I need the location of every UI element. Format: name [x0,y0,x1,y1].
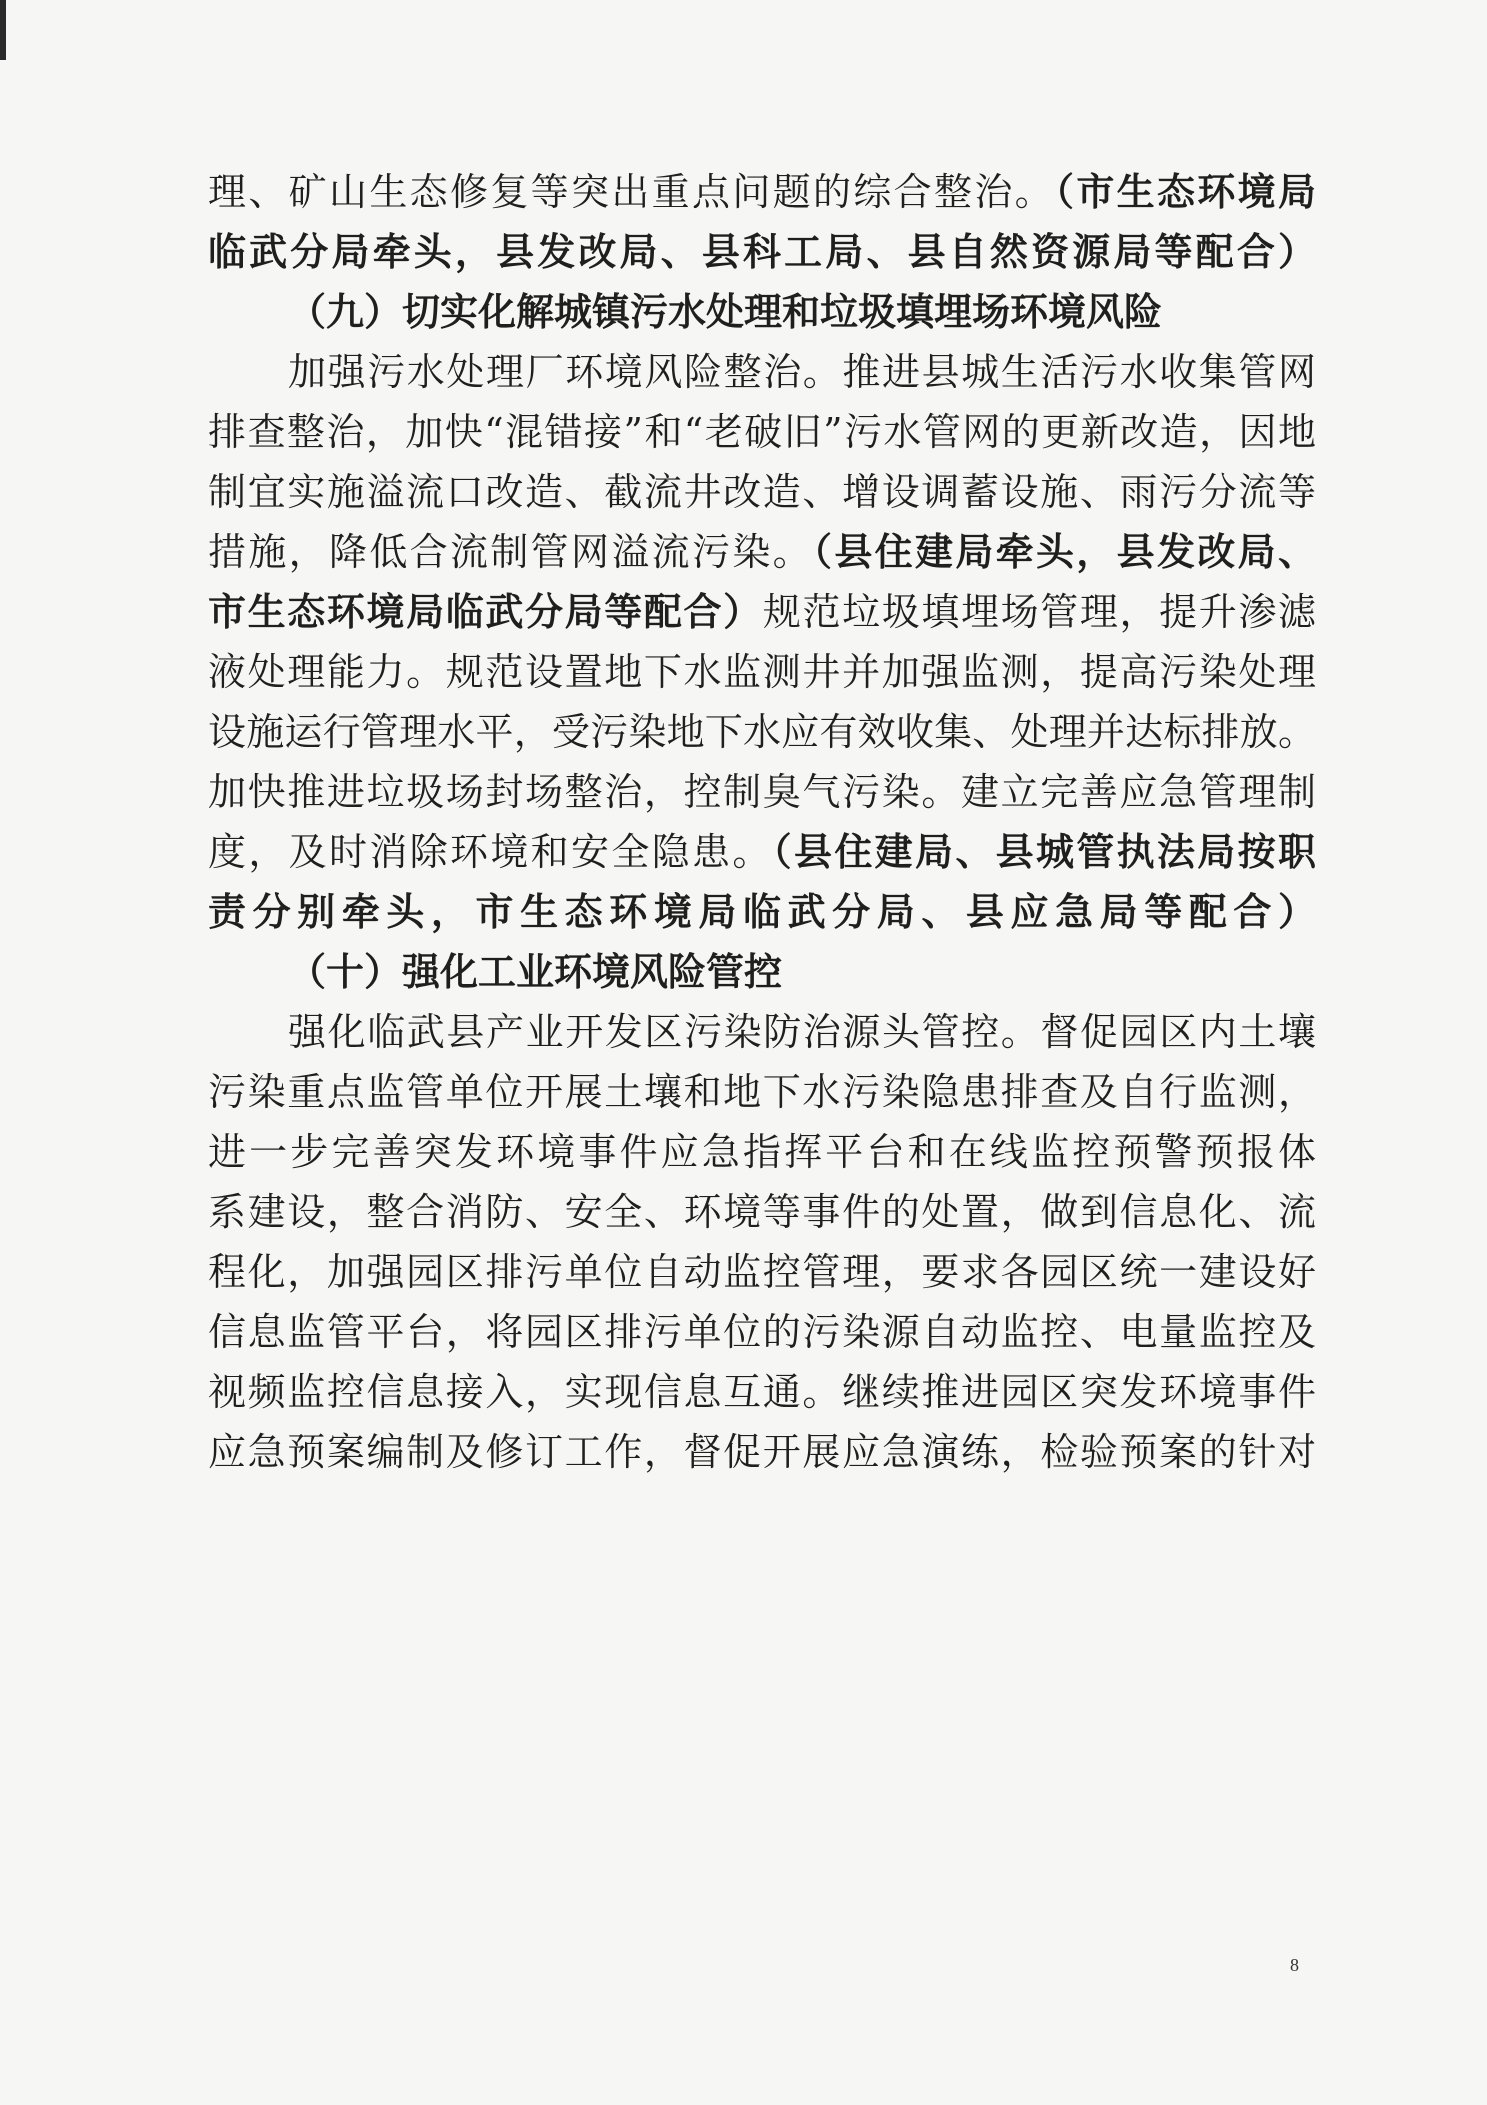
body-line: 信息监管平台，将园区排污单位的污染源自动监控、电量监控及 [208,1310,1316,1354]
body-line: 度，及时消除环境和安全隐患。（县住建局、县城管执法局按职 [208,829,1316,874]
paragraph-first-line: 加强污水处理厂环境风险整治。推进县城生活污水收集管网 [288,350,1316,394]
page-number: 8 [1290,1955,1299,1975]
body-line: 视频监控信息接入，实现信息互通。继续推进园区突发环境事件 [208,1370,1316,1414]
body-line: 理、矿山生态修复等突出重点问题的综合整治。（市生态环境局 [208,169,1316,214]
body-line: 制宜实施溢流口改造、截流井改造、增设调蓄设施、雨污分流等 [208,470,1316,514]
body-line: 市生态环境局临武分局等配合）规范垃圾填埋场管理，提升渗滤 [208,589,1316,634]
body-line: 进一步完善突发环境事件应急指挥平台和在线监控预警预报体 [208,1130,1316,1174]
body-line: 系建设，整合消防、安全、环境等事件的处置，做到信息化、流 [208,1190,1316,1234]
body-line: 程化，加强园区排污单位自动监控管理，要求各园区统一建设好 [208,1250,1316,1294]
body-line: 排查整治，加快“混错接”和“老破旧”污水管网的更新改造，因地 [208,410,1316,454]
body-line: 设施运行管理水平，受污染地下水应有效收集、处理并达标排放。 [208,710,1316,754]
body-line: 责分别牵头，市生态环境局临武分局、县应急局等配合） [208,889,1316,934]
body-line: 措施，降低合流制管网溢流污染。（县住建局牵头，县发改局、 [208,529,1316,574]
section-heading: （九）切实化解城镇污水处理和垃圾填埋场环境风险 [288,289,1163,334]
body-line: 液处理能力。规范设置地下水监测井并加强监测，提高污染处理 [208,650,1316,694]
body-line: 应急预案编制及修订工作，督促开展应急演练，检验预案的针对 [208,1430,1316,1474]
scan-edge-mark [0,0,6,60]
body-line: 临武分局牵头，县发改局、县科工局、县自然资源局等配合） [208,229,1316,274]
paragraph-first-line: 强化临武县产业开发区污染防治源头管控。督促园区内土壤 [288,1010,1316,1054]
section-heading: （十）强化工业环境风险管控 [288,949,783,994]
body-line: 污染重点监管单位开展土壤和地下水污染隐患排查及自行监测， [208,1070,1316,1114]
body-line: 加快推进垃圾场封场整治，控制臭气污染。建立完善应急管理制 [208,770,1316,814]
